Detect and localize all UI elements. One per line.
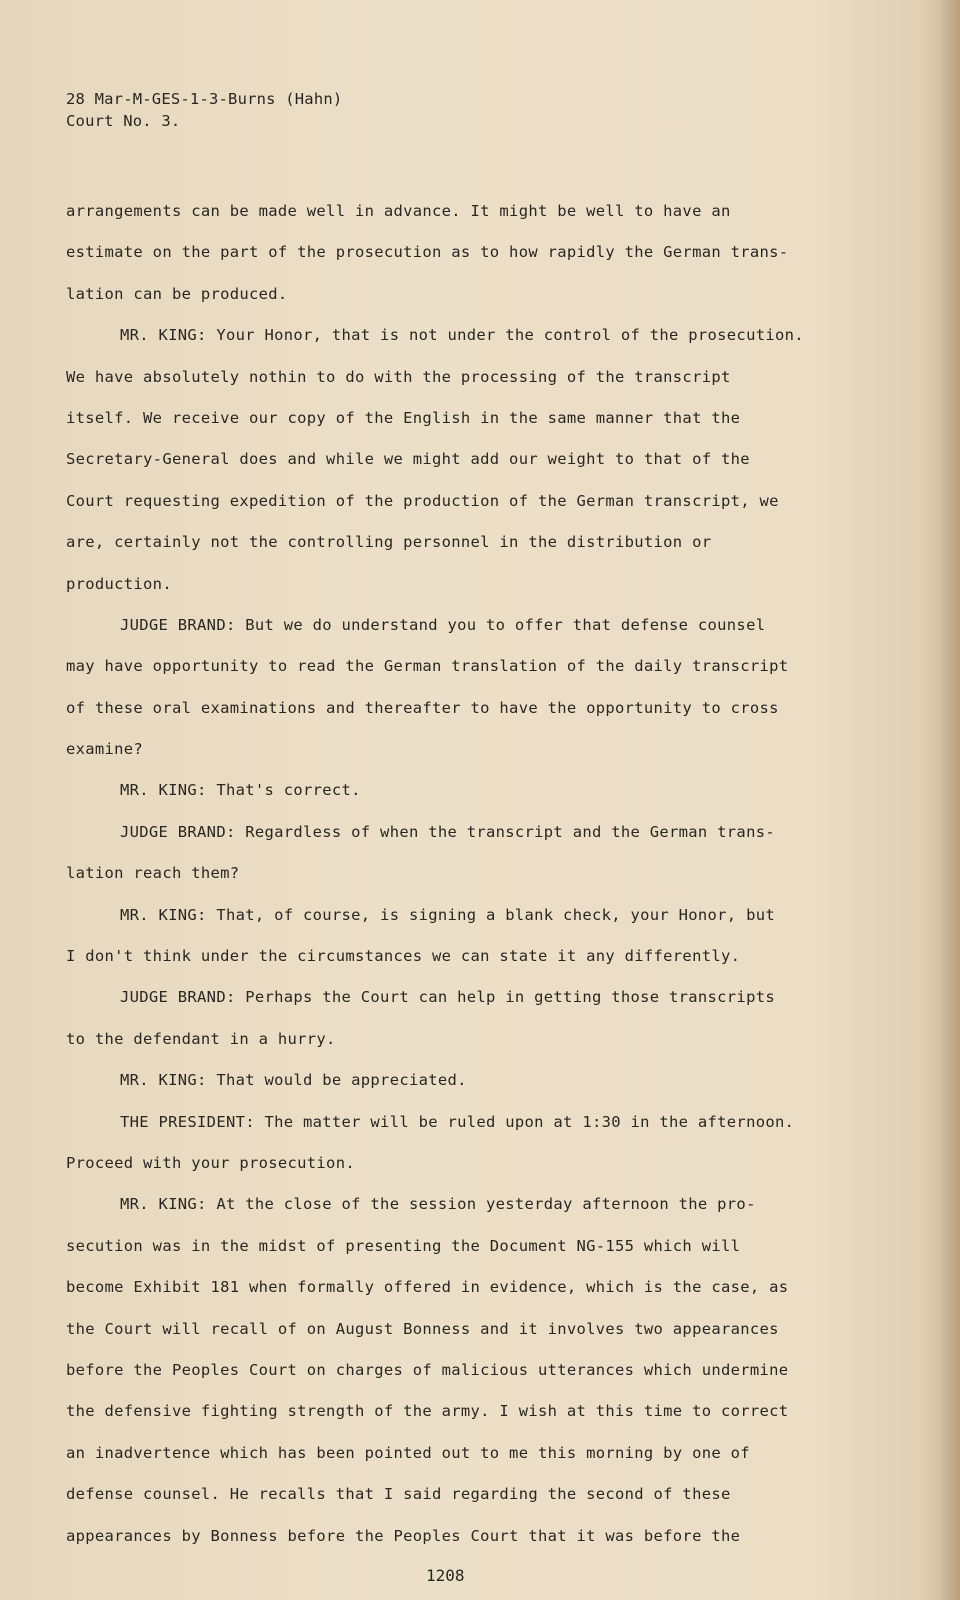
- text-line: production.: [66, 574, 172, 593]
- text-line: of these oral examinations and thereafter to have the opportunity to cross: [66, 698, 779, 717]
- text-line: We have absolutely nothin to do with the processing of the transcript: [66, 367, 731, 386]
- text-line: itself. We receive our copy of the English in the same manner that the: [66, 408, 741, 427]
- speaker-line: JUDGE BRAND: Perhaps the Court can help in getting those transcripts: [120, 988, 775, 1007]
- text-line: the Court will recall of on August Bonness and it involves two appearances: [66, 1319, 779, 1338]
- text-line: secution was in the midst of presenting the Document NG-155 which will: [66, 1236, 741, 1255]
- text-line: Court requesting expedition of the production of the German transcript, we: [66, 491, 779, 510]
- document-header: [66, 88, 342, 132]
- page-number: 1208: [426, 1566, 465, 1585]
- text-line: examine?: [66, 740, 144, 759]
- speaker-line: THE PRESIDENT: The matter will be ruled upon at 1:30 in the afternoon.: [120, 1112, 795, 1131]
- speaker-line: JUDGE BRAND: But we do understand you to offer that defense counsel: [120, 615, 766, 634]
- speaker-line: MR. KING: That would be appreciated.: [120, 1071, 467, 1090]
- text-line: to the defendant in a hurry.: [66, 1029, 336, 1048]
- text-line: I don't think under the circumstances we can state it any differently.: [66, 947, 741, 966]
- speaker-line: JUDGE BRAND: Regardless of when the transcript and the German trans-: [120, 822, 775, 841]
- text-line: Proceed with your prosecution.: [66, 1153, 355, 1172]
- text-line: lation reach them?: [66, 864, 240, 883]
- text-line: Secretary-General does and while we might add our weight to that of the: [66, 450, 750, 469]
- text-line: estimate on the part of the prosecution as to how rapidly the German trans-: [66, 243, 789, 262]
- text-line: appearances by Bonness before the Peoples Court that it was before the: [66, 1526, 741, 1545]
- speaker-line: MR. KING: At the close of the session yesterday afternoon the pro-: [120, 1195, 756, 1214]
- speaker-line: MR. KING: Your Honor, that is not under the control of the prosecution.: [120, 326, 804, 345]
- text-line: defense counsel. He recalls that I said regarding the second of these: [66, 1485, 731, 1504]
- page-edge-shadow: [938, 0, 960, 1600]
- header-reference: 28 Mar-M-GES-1-3-Burns (Hahn): [66, 90, 343, 108]
- transcript-body: [66, 196, 866, 1562]
- text-line: the defensive fighting strength of the army. I wish at this time to correct: [66, 1402, 789, 1421]
- text-line: lation can be produced.: [66, 284, 288, 303]
- text-line: may have opportunity to read the German translation of the daily transcript: [66, 657, 789, 676]
- text-line: before the Peoples Court on charges of malicious utterances which undermine: [66, 1360, 789, 1379]
- text-line: are, certainly not the controlling personnel in the distribution or: [66, 533, 712, 552]
- speaker-line: MR. KING: That, of course, is signing a blank check, your Honor, but: [120, 905, 775, 924]
- text-line: an inadvertence which has been pointed out to me this morning by one of: [66, 1443, 750, 1462]
- text-line: arrangements can be made well in advance. It might be well to have an: [66, 202, 731, 220]
- header-court: Court No. 3.: [66, 112, 181, 130]
- speaker-line: MR. KING: That's correct.: [120, 781, 361, 800]
- text-line: become Exhibit 181 when formally offered in evidence, which is the case, as: [66, 1278, 789, 1297]
